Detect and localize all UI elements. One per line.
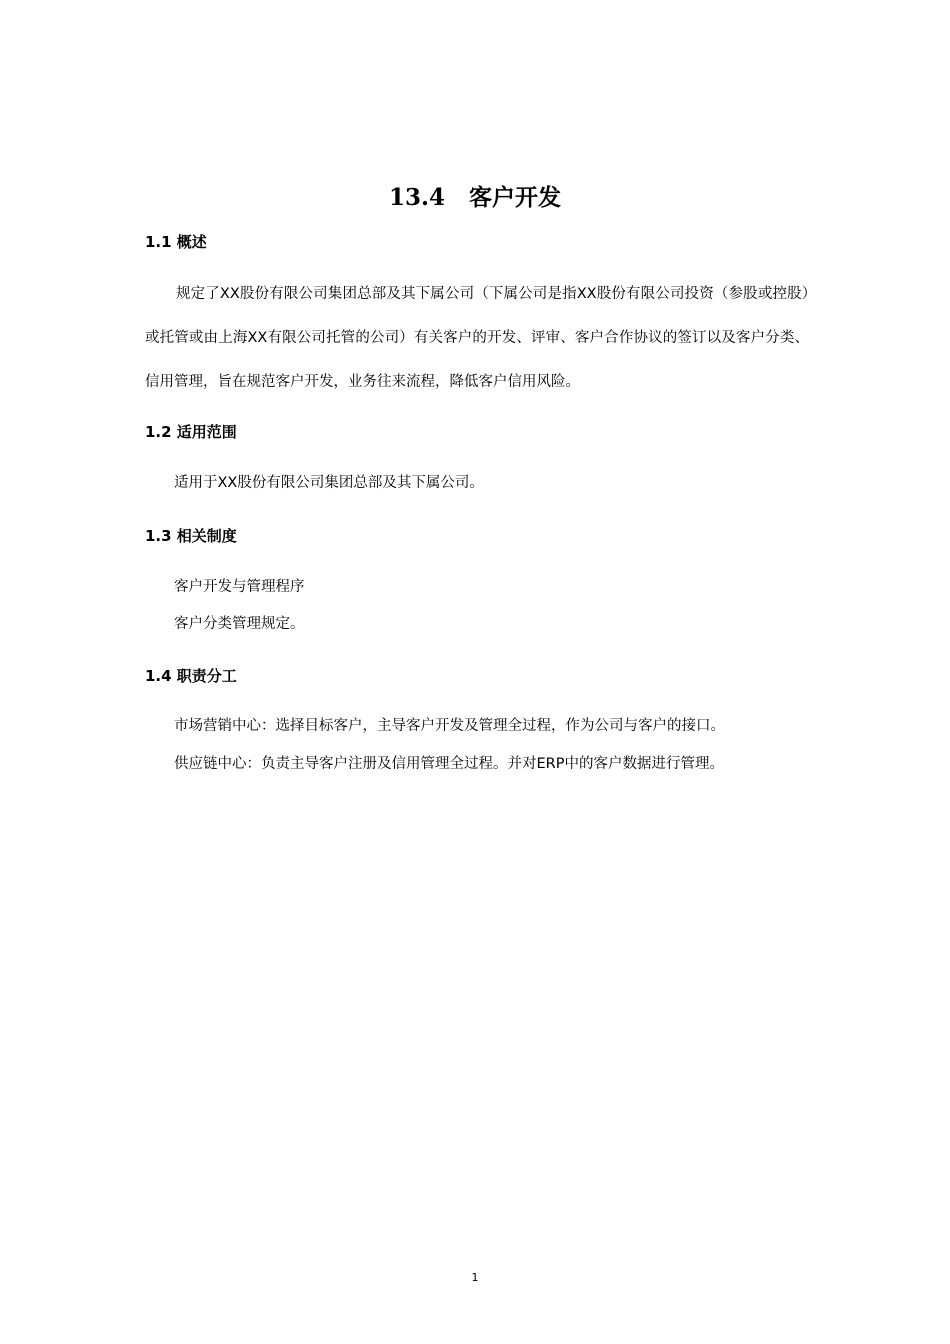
page-title: 13.4 客户开发 <box>388 184 562 211</box>
section-heading-overview: 1.1 概述 <box>145 233 207 251</box>
section-heading-responsibilities: 1.4 职责分工 <box>145 667 237 685</box>
section-body-overview: 规定了XX股份有限公司集团总部及其下属公司（下属公司是指XX股份有限公司投资（参股或控股）或托管或由上海XX有限公司托管的公司）有关客户的开发、评审、客户合作协议的签订以及客户分类、信用管理，旨在规范客户开发，业务往来流程，降低客户信用风险。 <box>145 286 809 390</box>
page-number: 1 <box>471 1271 479 1284</box>
scope-line: 适用于XX股份有限公司集团总部及其下属公司。 <box>174 475 484 491</box>
responsibility-item: 供应链中心：负责主导客户注册及信用管理全过程。并对ERP中的客户数据进行管理。 <box>174 756 724 772</box>
related-rule-item: 客户分类管理规定。 <box>174 616 305 632</box>
responsibility-item: 市场营销中心：选择目标客户，主导客户开发及管理全过程，作为公司与客户的接口。 <box>174 718 725 734</box>
related-rule-item: 客户开发与管理程序 <box>174 579 305 595</box>
section-heading-related-rules: 1.3 相关制度 <box>145 527 237 545</box>
section-heading-scope: 1.2 适用范围 <box>145 423 237 441</box>
